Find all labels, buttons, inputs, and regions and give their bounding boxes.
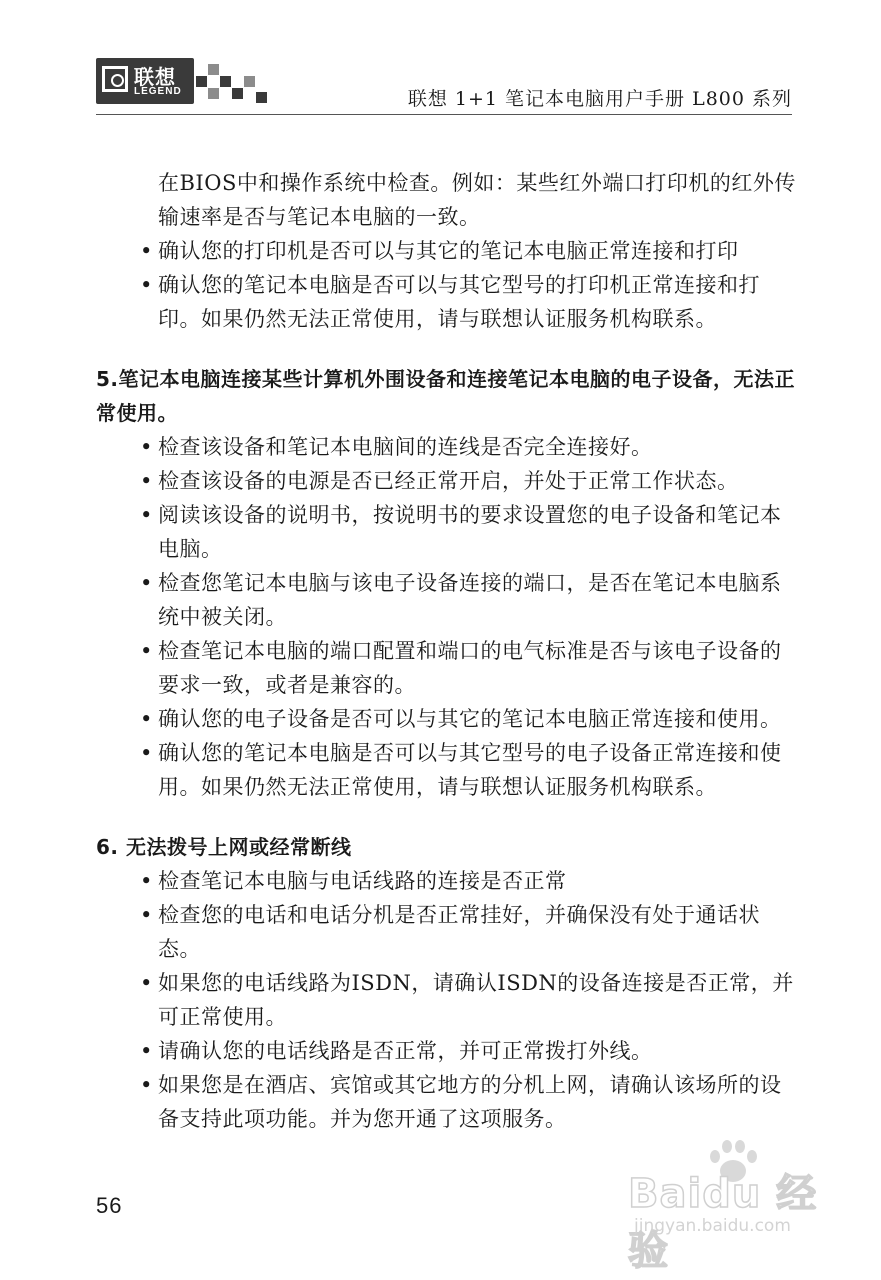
- header-divider: [96, 114, 792, 115]
- bullet-icon: •: [140, 903, 153, 927]
- bullet-icon: •: [140, 869, 153, 893]
- list-item: • 如果您是在酒店、宾馆或其它地方的分机上网，请确认该场所的设备支持此项功能。并为您开通了这项服务。: [96, 1068, 796, 1136]
- section-5-heading: 5.笔记本电脑连接某些计算机外围设备和连接笔记本电脑的电子设备，无法正常使用。: [96, 367, 796, 425]
- bullet-icon: •: [140, 741, 153, 765]
- logo-chinese-text: 联想: [134, 65, 176, 89]
- section-6-bullet-list: [96, 864, 796, 1136]
- list-item: • 检查您笔记本电脑与该电子设备连接的端口，是否在笔记本电脑系统中被关闭。: [96, 566, 796, 634]
- page-body: [96, 166, 796, 1136]
- bullet-icon: •: [140, 503, 153, 527]
- bullet-icon: •: [140, 435, 153, 459]
- decorative-squares-icon: [196, 62, 268, 106]
- bullet-icon: •: [140, 639, 153, 663]
- bullet-icon: •: [140, 273, 153, 297]
- bullet-icon: •: [140, 571, 153, 595]
- page-number: 56: [96, 1193, 123, 1218]
- list-item: • 检查笔记本电脑与电话线路的连接是否正常: [96, 864, 796, 898]
- list-item: • 确认您的电子设备是否可以与其它的笔记本电脑正常连接和使用。: [96, 702, 796, 736]
- intro-bullet-list: [96, 234, 796, 336]
- bullet-icon: •: [140, 239, 153, 263]
- list-item: • 检查笔记本电脑的端口配置和端口的电气标准是否与该电子设备的要求一致，或者是兼容的。: [96, 634, 796, 702]
- list-item: • 确认您的笔记本电脑是否可以与其它型号的电子设备正常连接和使用。如果仍然无法正常使用，请与联想认证服务机构联系。: [96, 736, 796, 804]
- list-item: • 阅读该设备的说明书，按说明书的要求设置您的电子设备和笔记本电脑。: [96, 498, 796, 566]
- bullet-icon: •: [140, 971, 153, 995]
- bullet-icon: •: [140, 1073, 153, 1097]
- list-item: • 检查该设备的电源是否已经正常开启，并处于正常工作状态。: [96, 464, 796, 498]
- list-item: • 确认您的笔记本电脑是否可以与其它型号的打印机正常连接和打印。如果仍然无法正常使用，请与联想认证服务机构联系。: [96, 268, 796, 336]
- bullet-icon: •: [140, 707, 153, 731]
- page-header: [96, 58, 792, 118]
- section-5-bullet-list: [96, 430, 796, 804]
- manual-title: 联想 1+1 笔记本电脑用户手册 L800 系列: [407, 88, 792, 110]
- list-item: • 检查您的电话和电话分机是否正常挂好，并确保没有处于通话状态。: [96, 898, 796, 966]
- list-item: • 确认您的打印机是否可以与其它的笔记本电脑正常连接和打印: [96, 234, 796, 268]
- bullet-icon: •: [140, 469, 153, 493]
- intro-continuation: 在BIOS中和操作系统中检查。例如：某些红外端口打印机的红外传输速率是否与笔记本电脑的一致。: [158, 171, 796, 229]
- logo-english-text: LEGEND: [134, 86, 182, 97]
- baidu-watermark: [618, 1140, 838, 1274]
- section-6-heading: 6. 无法拨号上网或经常断线: [96, 835, 352, 859]
- list-item: • 检查该设备和笔记本电脑间的连线是否完全连接好。: [96, 430, 796, 464]
- watermark-brand: Baidu 经验: [628, 1171, 818, 1274]
- legend-logo: [96, 58, 194, 104]
- legend-logo-icon: [102, 66, 128, 92]
- list-item: • 如果您的电话线路为ISDN，请确认ISDN的设备连接是否正常，并可正常使用。: [96, 966, 796, 1034]
- bullet-icon: •: [140, 1039, 153, 1063]
- watermark-url: jingyan.baidu.com: [634, 1216, 791, 1236]
- list-item: • 请确认您的电话线路是否正常，并可正常拨打外线。: [96, 1034, 796, 1068]
